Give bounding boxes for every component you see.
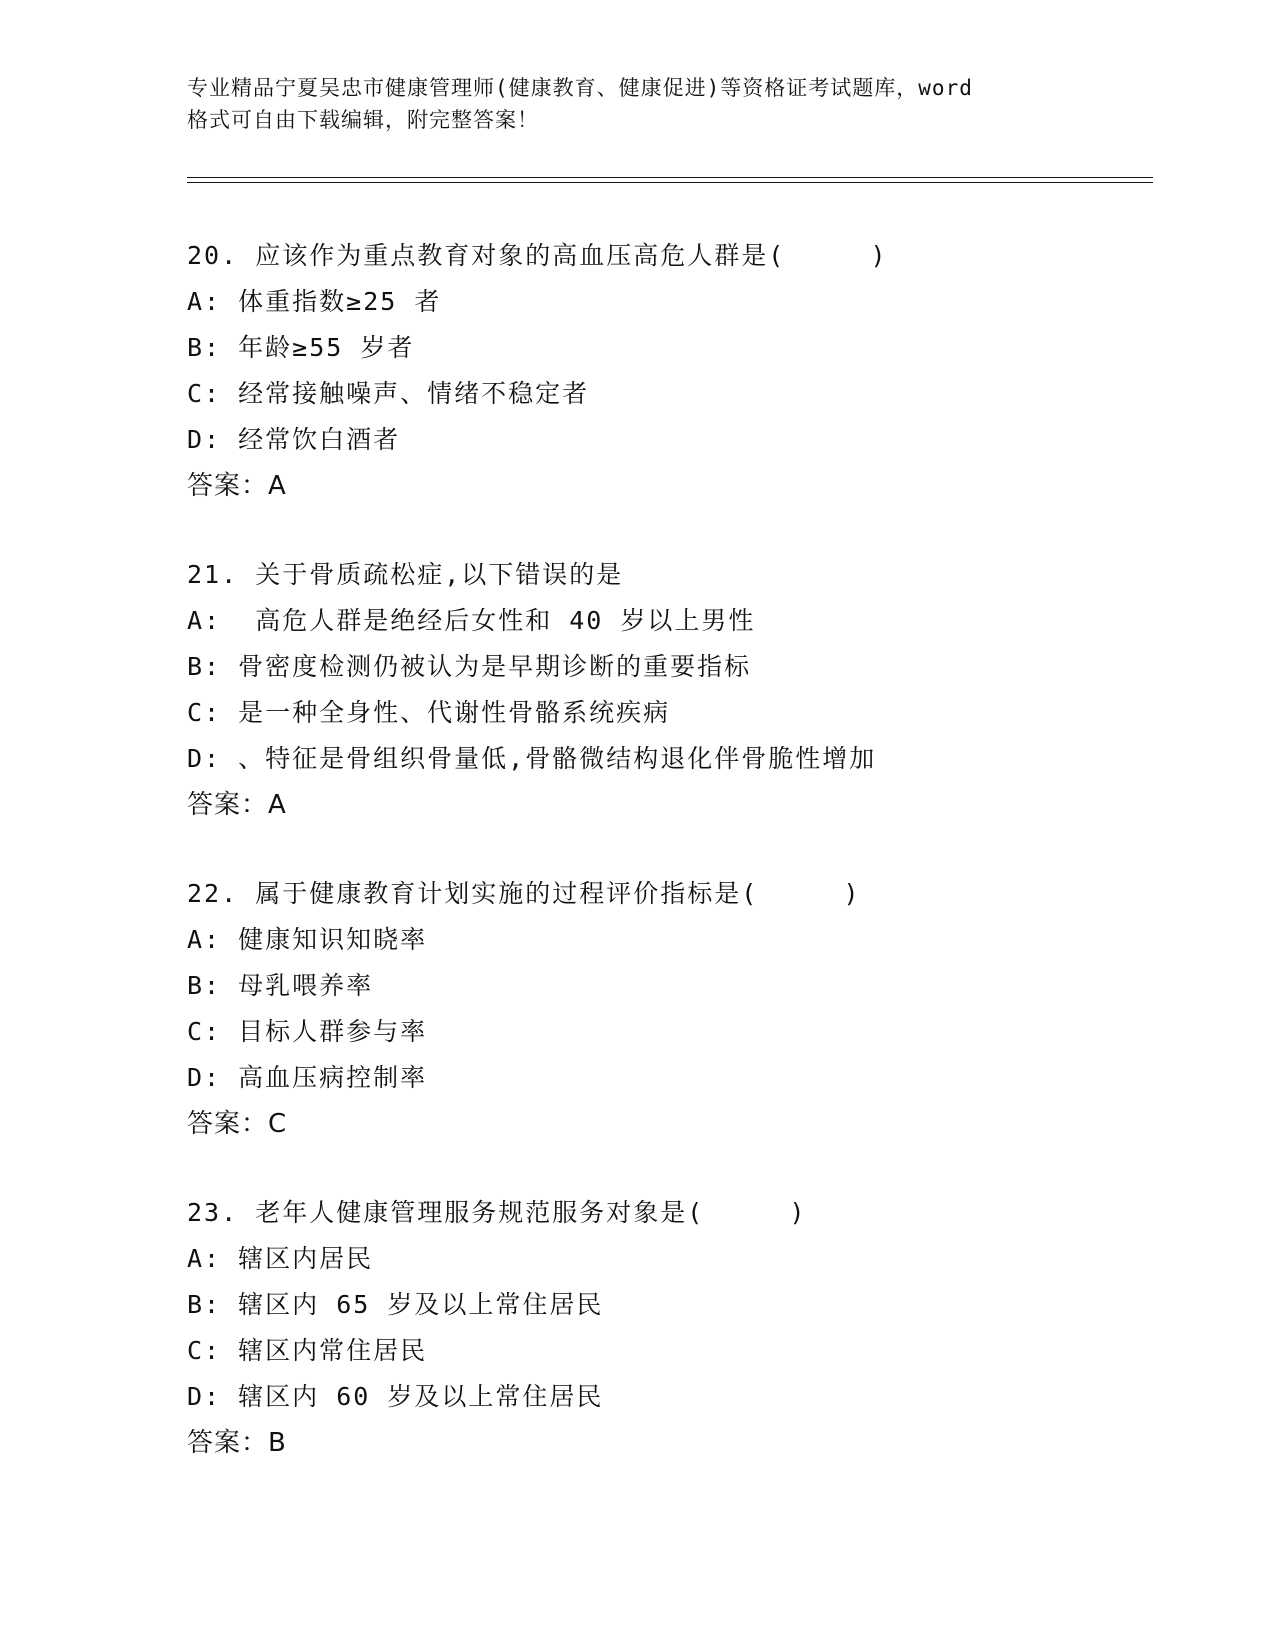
- option-a: A: 高危人群是绝经后女性和 40 岁以上男性: [187, 606, 756, 635]
- option-b: B: 年龄≥55 岁者: [187, 333, 415, 362]
- answer: 答案：B: [187, 1428, 287, 1458]
- answer: 答案：C: [187, 1109, 288, 1139]
- question-stem: 20. 应该作为重点教育对象的高血压高危人群是( ): [187, 241, 888, 270]
- header-divider-bottom: [187, 182, 1153, 183]
- question-stem: 21. 关于骨质疏松症,以下错误的是: [187, 560, 624, 589]
- option-b: B: 母乳喂养率: [187, 971, 374, 1000]
- option-a: A: 体重指数≥25 者: [187, 287, 442, 316]
- option-b: B: 辖区内 65 岁及以上常住居民: [187, 1290, 604, 1319]
- option-d: D: 经常饮白酒者: [187, 425, 401, 454]
- option-a: A: 健康知识知晓率: [187, 925, 428, 954]
- answer: 答案：A: [187, 790, 287, 820]
- option-c: C: 目标人群参与率: [187, 1017, 428, 1046]
- option-d: D: 、特征是骨组织骨量低,骨骼微结构退化伴骨脆性增加: [187, 744, 877, 773]
- option-c: C: 辖区内常住居民: [187, 1336, 428, 1365]
- document-header: [187, 72, 1067, 136]
- question-20: [187, 233, 1147, 509]
- question-22: [187, 871, 1147, 1147]
- header-divider-top: [187, 177, 1153, 178]
- option-c: C: 经常接触噪声、情绪不稳定者: [187, 379, 590, 408]
- option-d: D: 高血压病控制率: [187, 1063, 428, 1092]
- header-line-1: 专业精品宁夏吴忠市健康管理师(健康教育、健康促进)等资格证考试题库，word: [187, 76, 973, 100]
- question-stem: 23. 老年人健康管理服务规范服务对象是( ): [187, 1198, 807, 1227]
- answer: 答案：A: [187, 471, 287, 501]
- option-a: A: 辖区内居民: [187, 1244, 374, 1273]
- question-stem: 22. 属于健康教育计划实施的过程评价指标是( ): [187, 879, 861, 908]
- option-b: B: 骨密度检测仍被认为是早期诊断的重要指标: [187, 652, 752, 681]
- header-line-2: 格式可自由下载编辑，附完整答案！: [187, 108, 539, 132]
- question-23: [187, 1190, 1147, 1466]
- question-21: [187, 552, 1147, 828]
- option-c: C: 是一种全身性、代谢性骨骼系统疾病: [187, 698, 671, 727]
- option-d: D: 辖区内 60 岁及以上常住居民: [187, 1382, 604, 1411]
